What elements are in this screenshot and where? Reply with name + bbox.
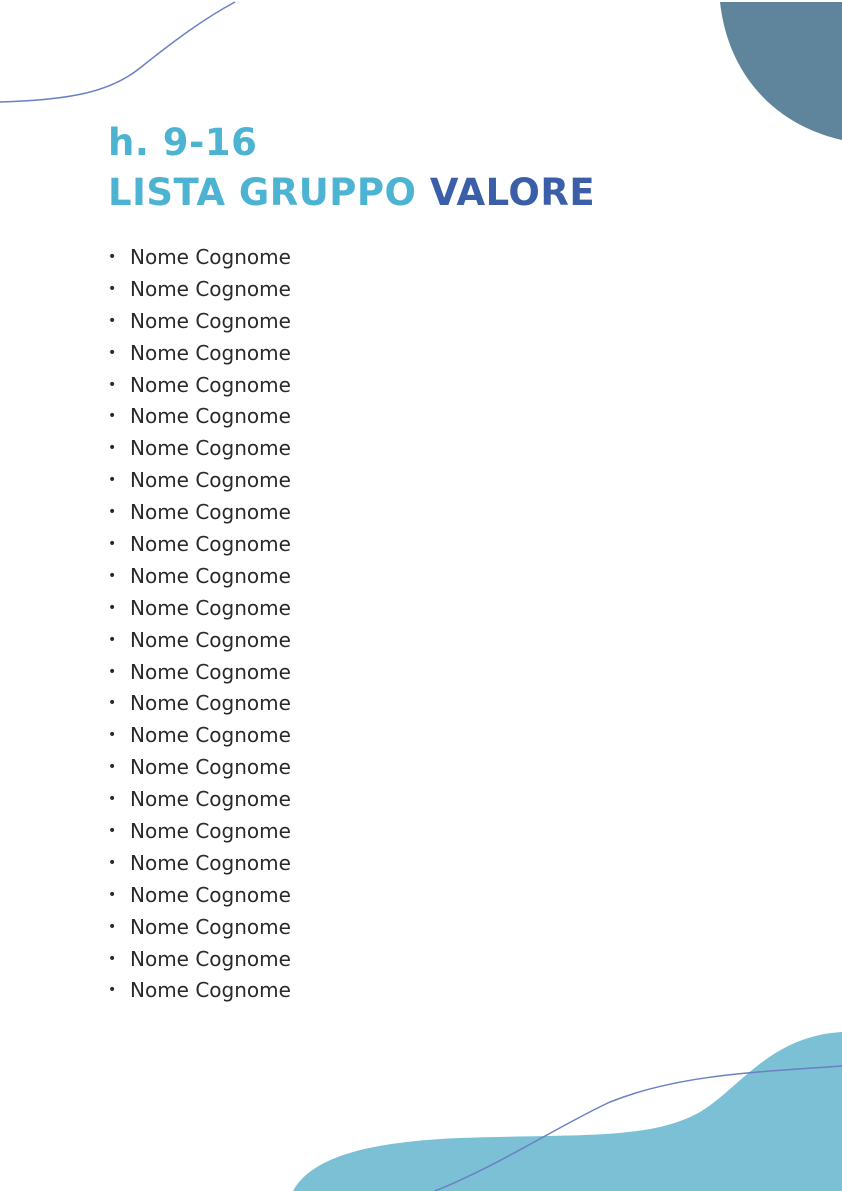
bullet-icon: • [108, 823, 117, 840]
bullet-icon: • [108, 472, 117, 489]
bullet-icon: • [108, 982, 117, 999]
list-item [108, 529, 291, 561]
list-item-text: Nome Cognome [130, 850, 291, 875]
top-left-curve-line [0, 2, 235, 102]
bullet-icon: • [108, 312, 117, 329]
bullet-icon: • [108, 440, 117, 457]
list-item [108, 944, 291, 976]
bullet-icon: • [108, 567, 117, 584]
list-item-text: Nome Cognome [130, 276, 291, 301]
bullet-icon: • [108, 599, 117, 616]
bullet-icon: • [108, 759, 117, 776]
list-item [108, 274, 291, 306]
list-item-text: Nome Cognome [130, 882, 291, 907]
top-right-corner-shape [720, 2, 842, 140]
bullet-icon: • [108, 408, 117, 425]
list-item [108, 752, 291, 784]
bullet-icon: • [108, 631, 117, 648]
list-item [108, 848, 291, 880]
list-item-text: Nome Cognome [130, 436, 291, 461]
list-item-text: Nome Cognome [130, 819, 291, 844]
bullet-icon: • [108, 504, 117, 521]
bullet-icon: • [108, 854, 117, 871]
list-item [108, 465, 291, 497]
list-item [108, 401, 291, 433]
bullet-icon: • [108, 536, 117, 553]
list-item [108, 433, 291, 465]
list-item-text: Nome Cognome [130, 404, 291, 429]
list-item-text: Nome Cognome [130, 563, 291, 588]
bullet-icon: • [108, 249, 117, 265]
list-item [108, 880, 291, 912]
list-item [108, 816, 291, 848]
list-item-text: Nome Cognome [130, 691, 291, 716]
list-item-text: Nome Cognome [130, 914, 291, 939]
list-item [108, 242, 291, 274]
bullet-icon: • [108, 727, 117, 744]
list-item-text: Nome Cognome [130, 978, 291, 1003]
bullet-icon: • [108, 663, 117, 680]
time-range: h. 9-16 [108, 121, 258, 164]
list-item [108, 370, 291, 402]
list-item-text: Nome Cognome [130, 595, 291, 620]
list-item-text: Nome Cognome [130, 245, 291, 269]
group-title-prefix: LISTA GRUPPO [108, 171, 417, 214]
bottom-wave-shape [293, 1032, 842, 1191]
list-item-text: Nome Cognome [130, 659, 291, 684]
list-item-text: Nome Cognome [130, 308, 291, 333]
list-item-text: Nome Cognome [130, 723, 291, 748]
bullet-icon: • [108, 886, 117, 903]
list-item [108, 720, 291, 752]
list-item-text: Nome Cognome [130, 500, 291, 525]
list-item-text: Nome Cognome [130, 627, 291, 652]
list-item [108, 561, 291, 593]
list-item-text: Nome Cognome [130, 787, 291, 812]
bullet-icon: • [108, 918, 117, 935]
list-item [108, 657, 291, 689]
page-heading [108, 118, 595, 218]
list-item-text: Nome Cognome [130, 372, 291, 397]
list-item-text: Nome Cognome [130, 340, 291, 365]
name-list [108, 242, 291, 1007]
list-item [108, 497, 291, 529]
list-item-text: Nome Cognome [130, 755, 291, 780]
list-item [108, 338, 291, 370]
bullet-icon: • [108, 950, 117, 967]
bullet-icon: • [108, 280, 117, 297]
bottom-curve-line [435, 1066, 842, 1191]
list-item [108, 784, 291, 816]
bullet-icon: • [108, 791, 117, 808]
list-item-text: Nome Cognome [130, 532, 291, 557]
list-item [108, 306, 291, 338]
list-item [108, 688, 291, 720]
group-title-highlight: VALORE [429, 171, 596, 214]
list-item [108, 593, 291, 625]
list-item-text: Nome Cognome [130, 946, 291, 971]
bullet-icon: • [108, 344, 117, 361]
group-title [108, 168, 595, 218]
list-item-text: Nome Cognome [130, 468, 291, 493]
list-item [108, 912, 291, 944]
bullet-icon: • [108, 695, 117, 712]
list-item [108, 975, 291, 1007]
list-item [108, 625, 291, 657]
bullet-icon: • [108, 376, 117, 393]
